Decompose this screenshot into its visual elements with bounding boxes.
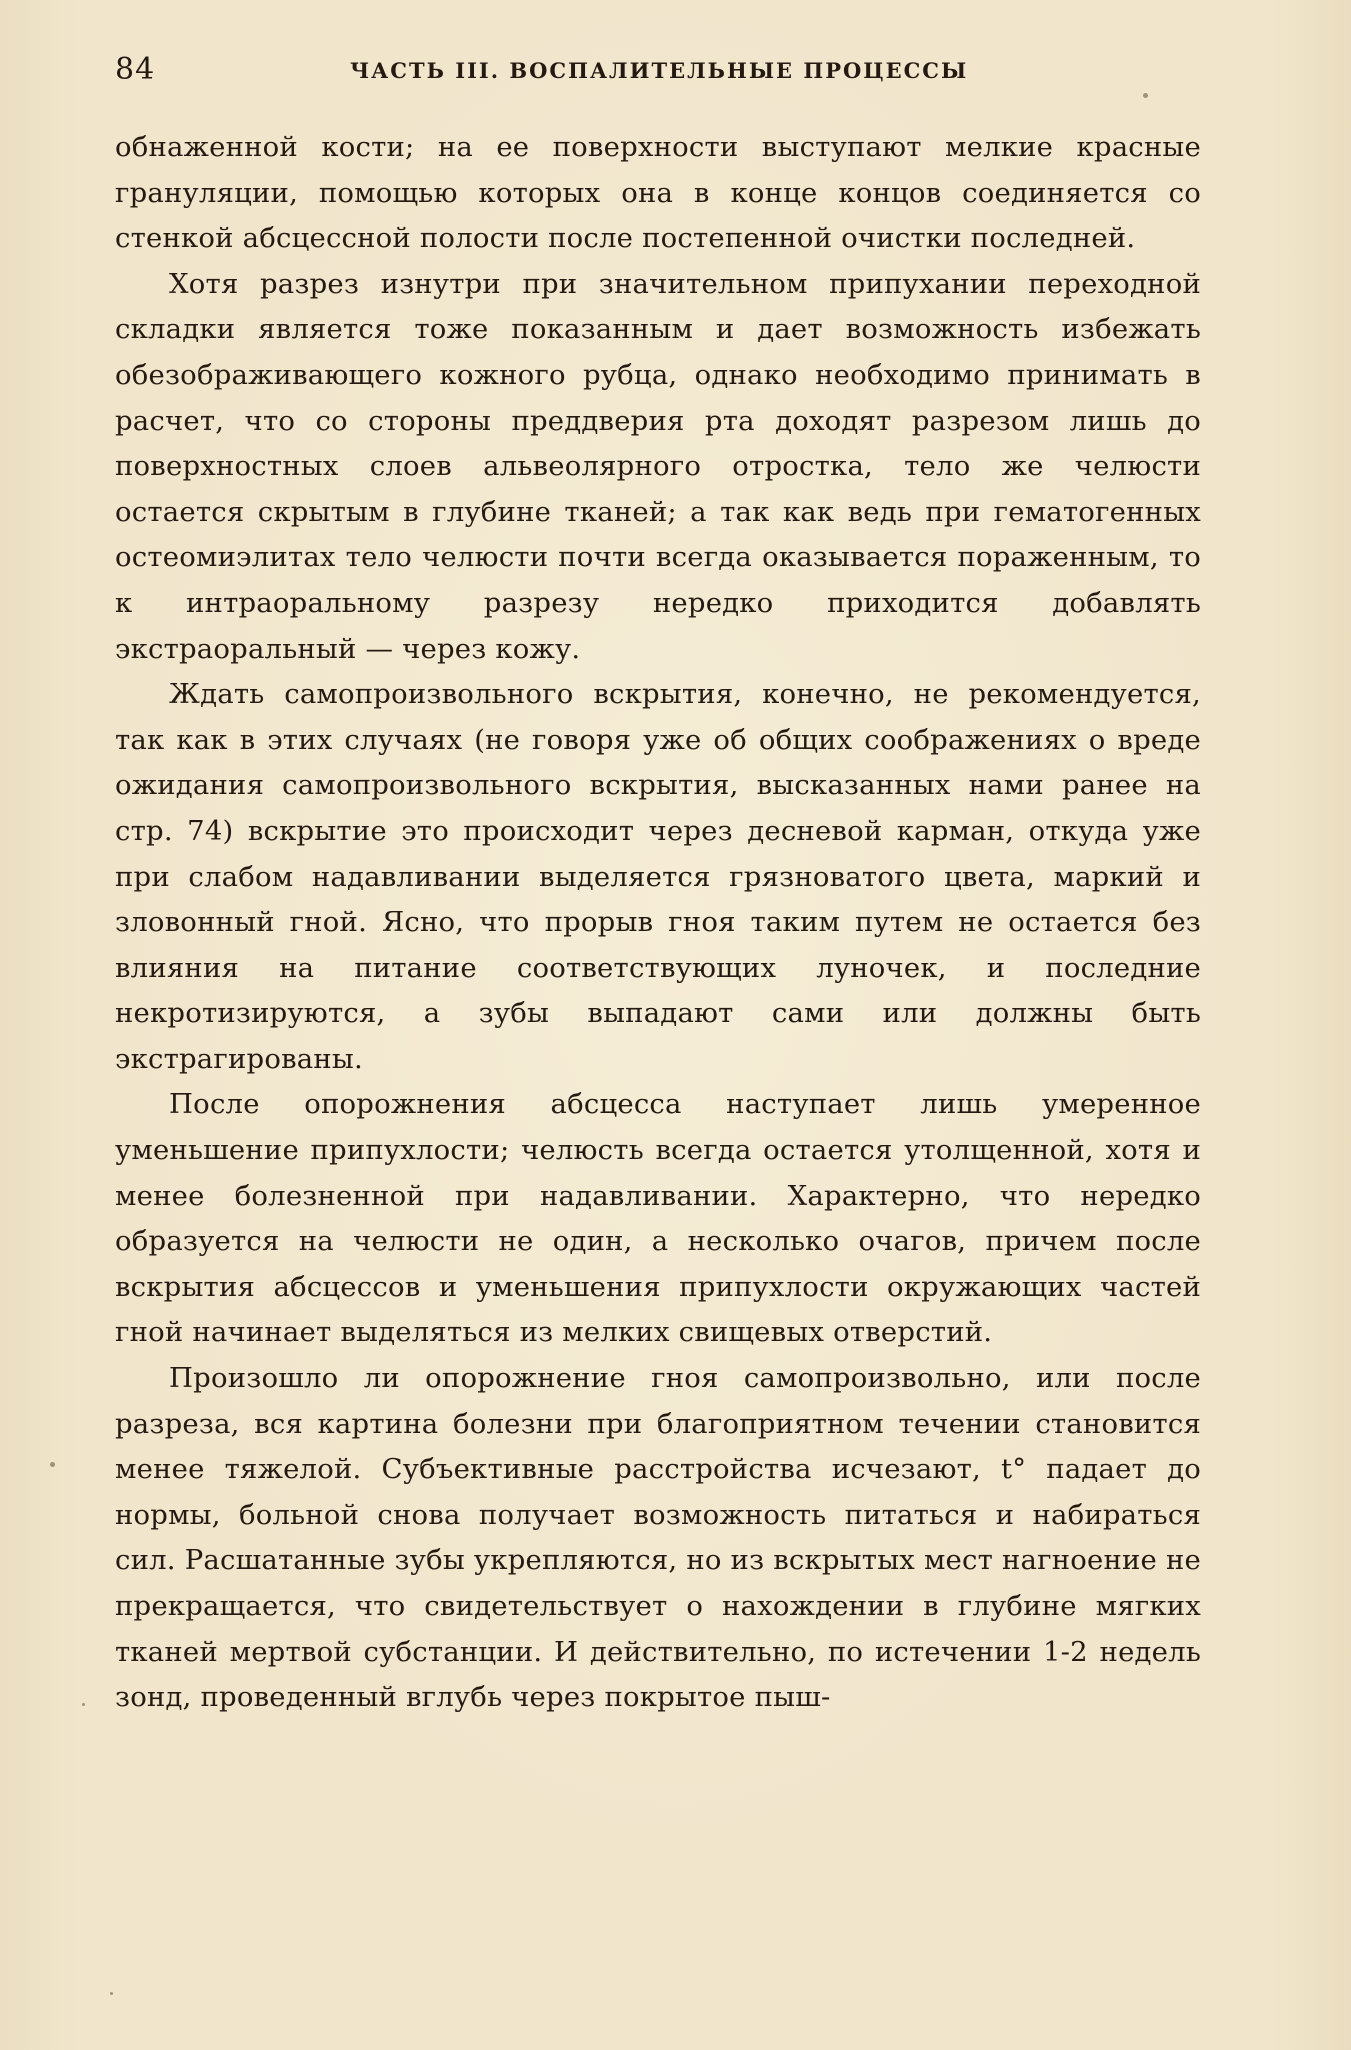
body-text (115, 125, 1201, 1721)
paragraph-spontaneous-opening: Ждать самопроизвольного вскрытия, конечно, не рекомендуется, так как в этих случаях (не говоря уже об общих соображениях о вреде ожидания самопроизвольного вскрытия, высказанных нами ранее на стр. 74) вскрытие это происходит через десневой карман, откуда уже при слабом надавливании выделяется грязноватого цвета, маркий и зловонный гной. Ясно, что прорыв гноя таким путем не остается без влияния на питание соответствующих луночек, и последние некротизируются, а зубы выпадают сами или должны быть экстрагированы. (115, 678, 1201, 1075)
paper-speck (82, 1703, 85, 1706)
paper-speck (50, 1462, 55, 1467)
page-number: 84 (115, 52, 156, 87)
running-title: ЧАСТЬ III. ВОСПАЛИТЕЛЬНЫЕ ПРОЦЕССЫ (350, 58, 969, 83)
paragraph-course: Произошло ли опорожнение гноя самопроизвольно, или после разреза, вся картина болезни при благоприятном течении становится менее тяжелой. Субъективные расстройства исчезают, t° падает до нормы, больной снова получает возможность питаться и набираться сил. Расшатанные зубы укрепляются, но из вскрытых мест нагноение не прекращается, что свидетельствует о нахождении в глубине мягких тканей мертвой субстанции. И действительно, по истечении 1-2 недель зонд, проведенный вглубь через покрытое пыш- (115, 1362, 1201, 1714)
page-header (115, 50, 1201, 94)
paragraph-continuation: обнаженной кости; на ее поверхности выступают мелкие красные грануляции, помощью которых она в конце концов соединяется со стенкой абсцессной полости после постепенной очистки последней. (115, 131, 1201, 255)
paragraph-after-drainage: После опорожнения абсцесса наступает лишь умеренное уменьшение припухлости; челюсть всегда остается утолщенной, хотя и менее болезненной при надавливании. Характерно, что нередко образуется на челюсти не один, а несколько очагов, причем после вскрытия абсцессов и уменьшения припухлости окружающих частей гной начинает выделяться из мелких свищевых отверстий. (115, 1088, 1201, 1349)
paragraph-incision: Хотя разрез изнутри при значительном припухании переходной складки является тоже показанным и дает возможность избежать обезображивающего кожного рубца, однако необходимо принимать в расчет, что со стороны преддверия рта доходят разрезом лишь до поверхностных слоев альвеолярного отростка, тело же челюсти остается скрытым в глубине тканей; а так как ведь при гематогенных остеомиэлитах тело челюсти почти всегда оказывается пораженным, то к интраоральному разрезу нередко приходится добавлять экстраоральный — через кожу. (115, 267, 1201, 665)
paper-speck (110, 1992, 113, 1995)
paper-speck (1143, 93, 1148, 98)
